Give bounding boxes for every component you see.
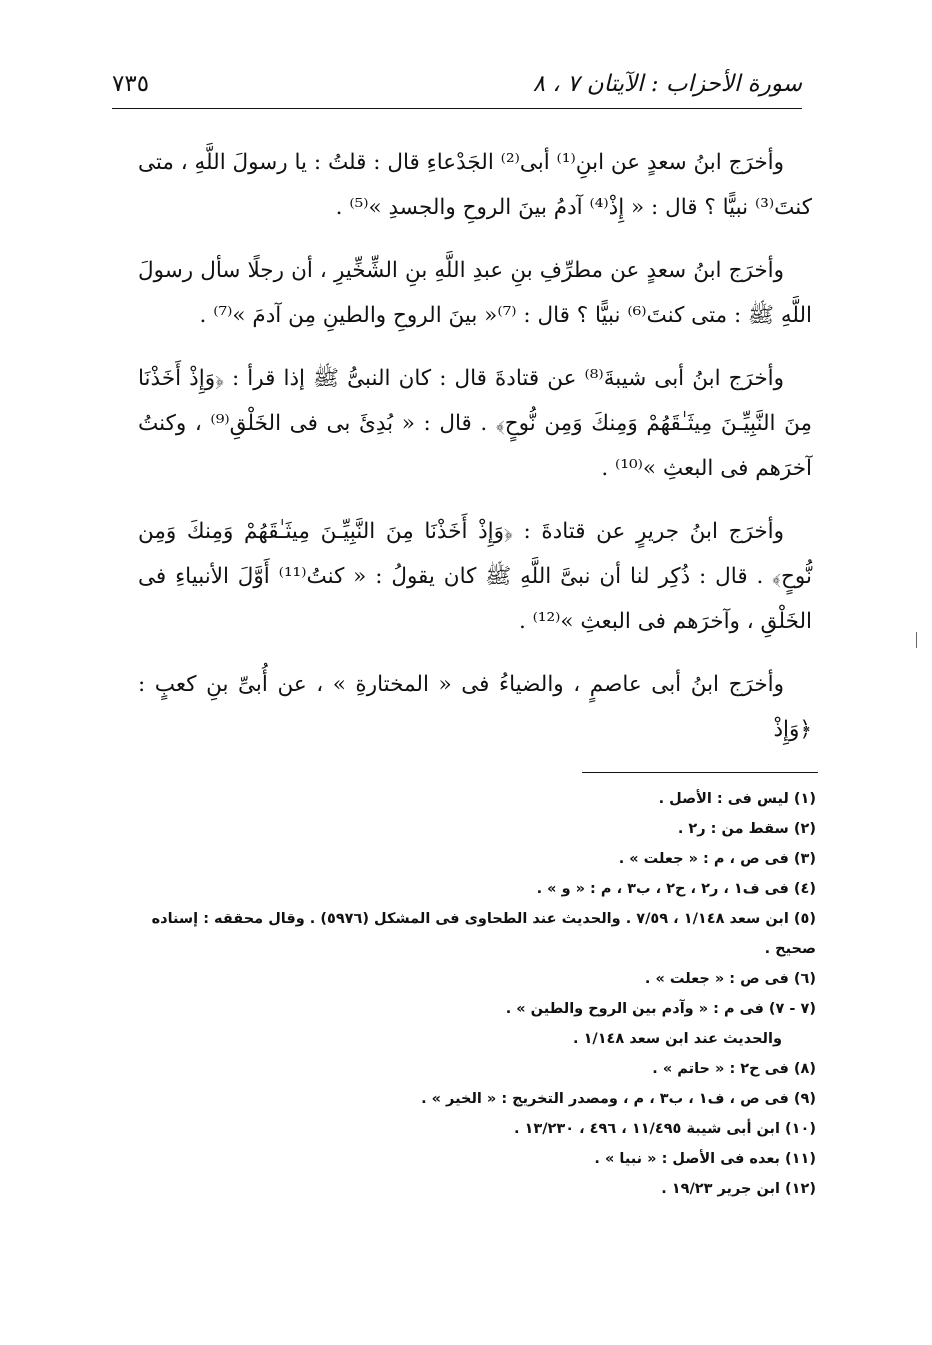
footnote-3: (٣) فى ص ، م : « جعلت » . <box>618 851 816 867</box>
paragraph-ibn-jarir: وأخرَج ابنُ جريرٍ عن قتادةَ : ﴿وَإِذْ أَخَذْنَا مِنَ النَّبِيِّـنَ مِيثَـٰقَهُمْ وَمِنكَ وَمِن نُّوحٍ﴾ . قال : ذُكِر لنا أن نبىَّ اللَّهِ ﷺ كان يقولُ : « كنتُ⁽¹¹⁾ أَوَّلَ الأنبياءِ فى الخَلْقِ ، وآخرَهم فى البعثِ »⁽¹²⁾ . <box>138 519 812 634</box>
margin-scan-mark <box>916 632 917 648</box>
footnote-rule <box>582 772 818 773</box>
footnote-12: (١٢) ابن جرير ١٩/٢٣ . <box>661 1181 816 1197</box>
footnote-2: (٢) سقط من : ر٢ . <box>677 821 816 837</box>
page-header <box>112 66 802 102</box>
footnote-10: (١٠) ابن أبى شيبة ١١/٤٩٥ ، ٤٩٦ ، ١٣/٢٣٠ . <box>513 1121 816 1137</box>
footnote-1: (١) ليس فى : الأصل . <box>658 791 816 807</box>
paragraph-ibn-abi-shayba: وأخرَج ابنُ أبى شيبةَ⁽⁸⁾ عن قتادةَ قال : كان النبىُّ ﷺ إذا قرأ : ﴿وَإِذْ أَخَذْنَا مِنَ النَّبِيِّـنَ مِيثَـٰقَهُمْ وَمِنكَ وَمِن نُّوحٍ﴾ . قال : « بُدِئَ بى فى الخَلْقِ⁽⁹⁾ ، وكنتُ آخرَهم فى البعثِ »⁽¹⁰⁾ . <box>138 366 812 481</box>
footnote-4: (٤) فى ف١ ، ر٢ ، ح٢ ، ب٣ ، م : « و » . <box>536 881 816 897</box>
paragraph-ibn-saad-abi-jadaa: وأخرَج ابنُ سعدٍ عن ابنِ⁽¹⁾ أبى⁽²⁾ الجَدْعاءِ قال : قلتُ : يا رسولَ اللَّهِ ، متى كنتَ⁽³⁾ نبيًّا ؟ قال : « إِذْ⁽⁴⁾ آدمُ بينَ الروحِ والجسدِ »⁽⁵⁾ . <box>138 150 812 220</box>
page-number: ٧٣٥ <box>112 71 150 97</box>
paragraph-ibn-saad-mutarrif: وأخرَج ابنُ سعدٍ عن مطرِّفِ بنِ عبدِ اللَّهِ بنِ الشِّخِّيرِ ، أن رجلًا سأل رسولَ اللَّهِ ﷺ : متى كنتَ⁽⁶⁾ نبيًّا ؟ قال : ⁽⁷⁾« بينَ الروحِ والطينِ مِن آدمَ »⁽⁷⁾ . <box>138 258 812 328</box>
footnotes <box>138 784 816 1204</box>
footnote-5: (٥) ابن سعد ١/١٤٨ ، ٧/٥٩ . والحديث عند الطحاوى فى المشكل (٥٩٧٦) . وقال محققه : إسناده صحيح . <box>151 911 816 957</box>
main-text <box>138 140 812 770</box>
paragraph-ibn-abi-asim: وأخرَج ابنُ أبى عاصمٍ ، والضياءُ فى « المختارةِ » ، عن أُبىِّ بنِ كعبٍ : ﴿وَإِذْ <box>138 672 812 742</box>
footnote-8: (٨) فى ح٢ : « حاتم » . <box>652 1061 816 1077</box>
running-title: سورة الأحزاب : الآيتان ٧ ، ٨ <box>532 71 802 97</box>
footnote-6: (٦) فى ص : « جعلت » . <box>644 971 816 987</box>
footnote-7-continuation: والحديث عند ابن سعد ١/١٤٨ . <box>573 1031 782 1047</box>
footnote-9: (٩) فى ص ، ف١ ، ب٣ ، م ، ومصدر التخريج : « الخير » . <box>421 1091 816 1107</box>
header-rule <box>112 108 802 109</box>
footnote-7: (٧ - ٧) فى م : « وآدم بين الروح والطين » . <box>505 1001 816 1017</box>
footnote-11: (١١) بعده فى الأصل : « نبيا » . <box>594 1151 816 1167</box>
